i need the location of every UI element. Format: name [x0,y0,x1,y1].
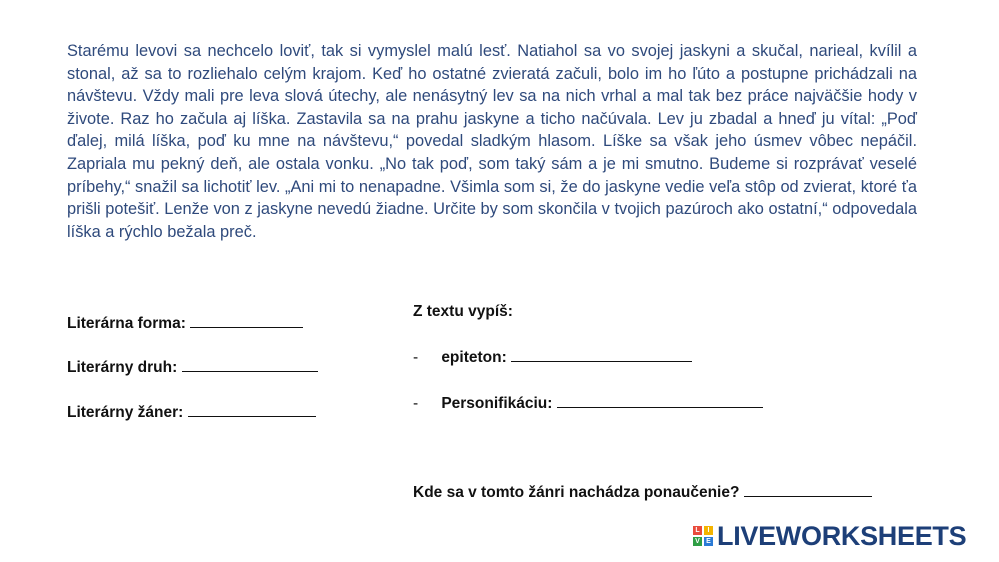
literary-form-label: Literárna forma: [67,315,186,332]
literary-genre-blank[interactable] [188,404,316,417]
liveworksheets-logo [693,520,966,552]
logo-square-l: L [693,526,702,535]
logo-square-v: V [693,537,702,546]
moral-question-field [413,484,872,502]
literary-form-field [67,315,303,333]
literary-genre-label: Literárny žáner: [67,404,184,421]
personification-blank[interactable] [557,395,763,408]
story-text: Starému levovi sa nechcelo loviť, tak si vymyslel malú lesť. Natiahol sa vo svojej jaskyni a skučal, narieal, kvílil a stonal, až sa to rozliehalo celým krajom. Keď ho ostatné zvieratá začuli, bolo im ho ľúto a postupne prichádzali na návštevu. Vždy mali pre leva slová útechy, ale nenásytný lev sa na nich vrhal a mal tak bez práce najväčšie hody v živote. Raz ho začula aj líška. Zastavila sa na prahu jaskyne a ticho načúvala. Lev ju zbadal a hneď ju vítal: „Poď ďalej, milá líška, poď ku mne na návštevu,“ povedal sladkým hlasom. Líške sa však jeho úsmev vôbec nepáčil. Zapriala mu pekný deň, ale ostala vonku. „No tak poď, som taký sám a je mi smutno. Budeme si rozprávať veselé príbehy,“ snažil sa lichotiť lev. „Ani mi to nenapadne. Všimla som si, že do jaskyne vedie veľa stôp od zvierat, ktoré ťa prišli potešiť. Lenže von z jaskyne nevedú žiadne. Určite by som skončila v tvojich pazúroch ako ostatní,“ odpovedala líška a rýchlo bežala preč. [67,42,917,241]
literary-kind-blank[interactable] [182,359,318,372]
epithet-label: epiteton: [441,349,507,366]
logo-text: LIVEWORKSHEETS [717,520,967,551]
moral-question-blank[interactable] [744,484,872,497]
literary-form-blank[interactable] [190,315,303,328]
bullet-dash: - [413,349,419,366]
personification-label: Personifikáciu: [441,395,553,412]
logo-squares-icon [693,526,713,546]
personification-field [413,395,763,413]
extract-heading: Z textu vypíš: [413,303,513,320]
moral-question-label: Kde sa v tomto žánri nachádza ponaučenie? [413,484,740,501]
bullet-dash: - [413,395,419,412]
literary-kind-field [67,359,318,377]
epithet-blank[interactable] [511,349,692,362]
logo-square-e: E [704,537,713,546]
literary-genre-field [67,404,316,422]
logo-square-i: I [704,526,713,535]
epithet-field [413,349,692,367]
literary-kind-label: Literárny druh: [67,359,178,376]
